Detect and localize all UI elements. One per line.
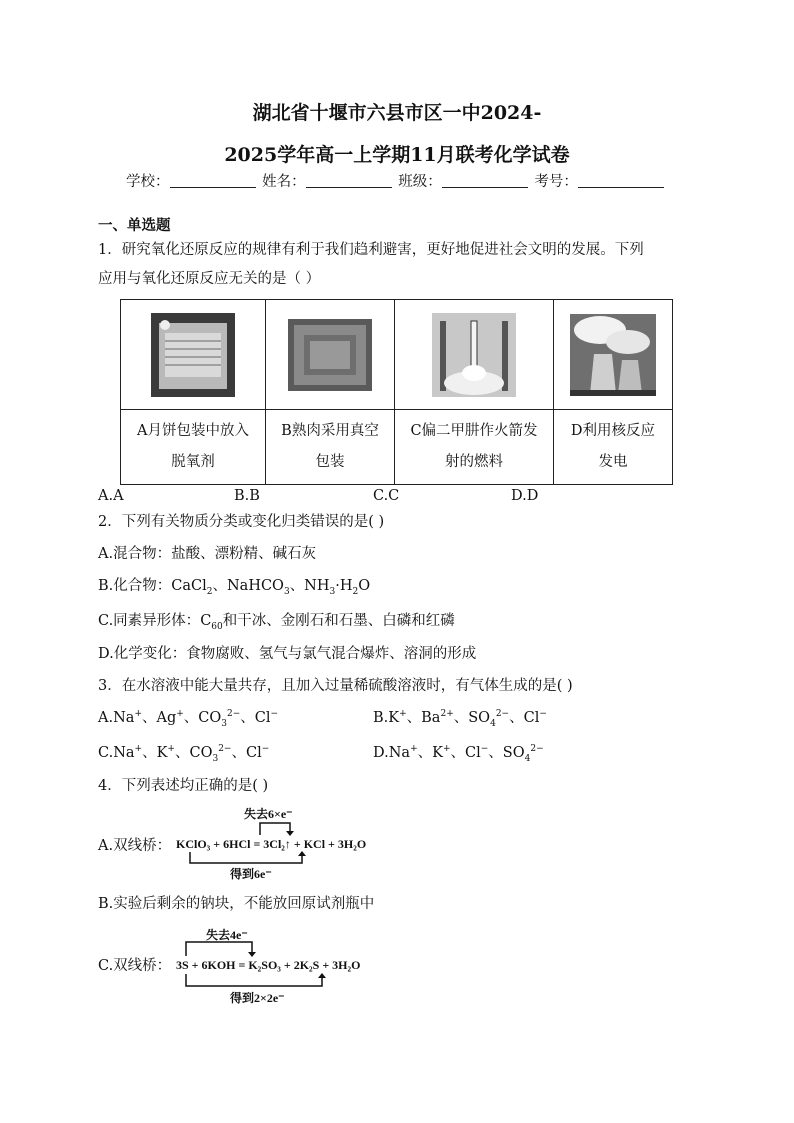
q4-stem: 4．下列表述均正确的是( ) — [98, 778, 269, 794]
class-blank[interactable] — [442, 173, 528, 188]
q1-option-c[interactable]: C.C — [373, 488, 400, 504]
page-title-line1: 湖北省十堰市六县市区一中2024- — [252, 102, 542, 124]
q1-image-d — [554, 300, 673, 410]
school-blank[interactable] — [170, 173, 256, 188]
q2-option-a[interactable]: A.混合物：盐酸、漂粉精、碱石灰 — [98, 546, 317, 562]
q3-option-b[interactable]: B.K+、$Ba^{2+}$、$SO_4^{2-}$、Cl− — [373, 709, 547, 729]
q1-cell-a: A月饼包装中放入 脱氧剂 — [121, 410, 266, 485]
q2-option-c[interactable]: C.同素异形体：$C_{60}$和干冰、金刚石和石墨、白磷和红磷 — [98, 613, 455, 632]
q4-a-lose-label: 失去6×e⁻ — [244, 807, 293, 821]
school-label: 学校： — [126, 174, 170, 190]
q4-a-equation: KClO₃ + 6HCl = 3Cl₂↑ + KCl + 3H₂O — [176, 837, 367, 851]
number-blank[interactable] — [578, 173, 664, 188]
q1-option-d[interactable]: D.D — [511, 488, 539, 504]
q3-stem: 3．在水溶液中能大量共存，且加入过量稀硫酸溶液时，有气体生成的是( ) — [98, 678, 573, 694]
q1-stem-line1: 1．研究氧化还原反应的规律有利于我们趋利避害，更好地促进社会文明的发展。下列 — [98, 242, 644, 258]
q4-a-gain-label: 得到6e⁻ — [230, 867, 272, 881]
q3-option-a[interactable]: A.Na+、Ag+、$CO_3^{2-}$、Cl− — [98, 709, 279, 729]
q1-cell-c: C偏二甲肼作火箭发 射的燃料 — [395, 410, 554, 485]
q2-option-b[interactable]: B.化合物：CaCl$_2$、NaHCO$_3$、$NH_3\cdot H_2O$ — [98, 578, 371, 597]
q4-option-a-label[interactable]: A.双线桥： — [98, 838, 172, 854]
mooncake-package-image — [151, 313, 235, 397]
q4-c-gain-label: 得到2×2e⁻ — [230, 991, 285, 1005]
q3-option-c[interactable]: C.Na+、K+、$CO_3^{2-}$、Cl− — [98, 744, 270, 764]
q1-stem-line2: 应用与氧化还原反应无关的是（ ） — [98, 271, 321, 287]
rocket-launch-image — [432, 313, 516, 397]
q4-c-lose-label: 失去4e⁻ — [206, 928, 248, 942]
q4-c-equation: 3S + 6KOH = K₂SO₃ + 2K₂S + 3H₂O — [176, 958, 361, 972]
q2-option-d[interactable]: D.化学变化：食物腐败、氢气与氯气混合爆炸、溶洞的形成 — [98, 646, 477, 662]
q4-option-b[interactable]: B.实验后剩余的钠块，不能放回原试剂瓶中 — [98, 896, 375, 912]
name-blank[interactable] — [306, 173, 392, 188]
q1-option-a[interactable]: A.A — [98, 488, 124, 504]
q1-image-table — [120, 299, 673, 485]
section-heading: 一、单选题 — [98, 217, 171, 234]
class-label: 班级： — [398, 174, 442, 190]
q1-image-a — [121, 300, 266, 410]
q1-image-b — [266, 300, 395, 410]
q4-option-c-diagram — [176, 926, 386, 1006]
vacuum-packed-meat-image — [288, 319, 372, 391]
q2-b-formulas: CaCl$_2$、NaHCO$_3$、$NH_3\cdot H_2O$ — [171, 578, 371, 597]
q1-image-c — [395, 300, 554, 410]
q1-cell-d: D利用核反应 发电 — [554, 410, 673, 485]
q4-option-a-diagram — [176, 805, 386, 880]
cooling-towers-image — [570, 314, 656, 396]
number-label: 考号： — [534, 174, 578, 190]
q1-cell-b: B熟肉采用真空 包装 — [266, 410, 395, 485]
q1-option-b[interactable]: B.B — [234, 488, 260, 504]
q2-stem: 2．下列有关物质分类或变化归类错误的是( ) — [98, 514, 385, 530]
q4-option-c-label[interactable]: C.双线桥： — [98, 958, 172, 974]
page-title-line2: 2025学年高一上学期11月联考化学试卷 — [224, 144, 570, 166]
student-info — [126, 172, 666, 192]
q3-option-d[interactable]: D.Na+、K+、Cl−、$SO_4^{2-}$ — [373, 744, 544, 764]
name-label: 姓名： — [262, 174, 306, 190]
